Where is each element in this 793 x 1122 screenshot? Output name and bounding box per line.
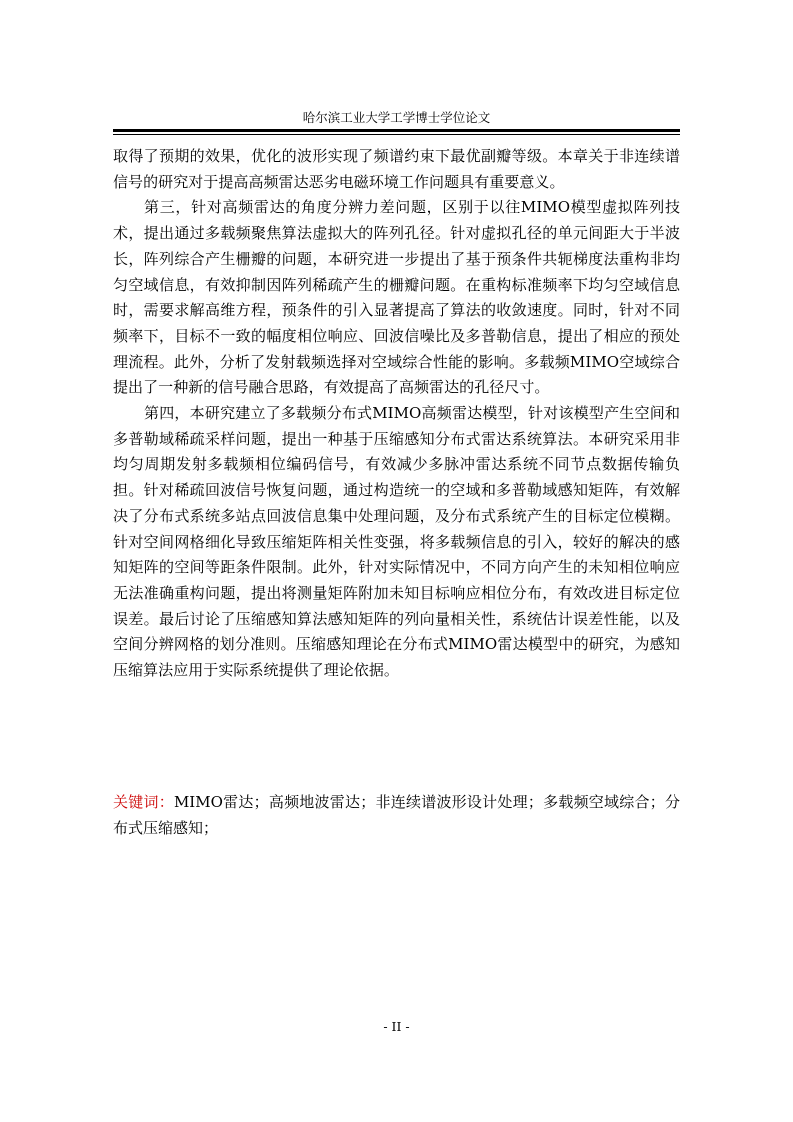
- header-rule-thin: [113, 134, 680, 135]
- keywords-block: [113, 790, 680, 841]
- page-number: - II -: [383, 1019, 410, 1034]
- running-header-title: 哈尔滨工业大学工学博士学位论文: [302, 110, 491, 125]
- body-text: [113, 144, 680, 684]
- paragraph-third-point: 第三，针对高频雷达的角度分辨力差问题，区别于以往MIMO模型虚拟阵列技术，提出通过多载频聚焦算法虚拟大的阵列孔径。针对虚拟孔径的单元间距大于半波长，阵列综合产生栅瓣的问题，本研究进一步提出了基于预条件共轭梯度法重构非均匀空域信息，有效抑制因阵列稀疏产生的栅瓣问题。在重构标准频率下均匀空域信息时，需要求解高维方程，预条件的引入显著提高了算法的收敛速度。同时，针对不同频率下，目标不一致的幅度相位响应、回波信噪比及多普勒信息，提出了相应的预处理流程。此外，分析了发射载频选择对空域综合性能的影响。多载频MIMO空域综合提出了一种新的信号融合思路，有效提高了高频雷达的孔径尺寸。: [113, 198, 680, 397]
- paragraph-continuation: 取得了预期的效果，优化的波形实现了频谱约束下最优副瓣等级。本章关于非连续谱信号的研究对于提高高频雷达恶劣电磁环境工作问题具有重要意义。: [113, 147, 680, 191]
- keywords-text: MIMO雷达；高频地波雷达；非连续谱波形设计处理；多载频空域综合；分布式压缩感知；: [113, 793, 680, 837]
- paragraph-fourth-point: 第四，本研究建立了多载频分布式MIMO高频雷达模型，针对该模型产生空间和多普勒域稀疏采样问题，提出一种基于压缩感知分布式雷达系统算法。本研究采用非均匀周期发射多载频相位编码信号，有效减少多脉冲雷达系统不同节点数据传输负担。针对稀疏回波信号恢复问题，通过构造统一的空域和多普勒域感知矩阵，有效解决了分布式系统多站点回波信息集中处理问题，及分布式系统产生的目标定位模糊。针对空间网格细化导致压缩矩阵相关性变强，将多载频信息的引入，较好的解决的感知矩阵的空间等距条件限制。此外，针对实际情况中，不同方向产生的未知相位响应无法准确重构问题，提出将测量矩阵附加未知目标响应相位分布，有效改进目标定位误差。最后讨论了压缩感知算法感知矩阵的列向量相关性，系统估计误差性能，以及空间分辨网格的划分准则。压缩感知理论在分布式MIMO雷达模型中的研究，为感知压缩算法应用于实际系统提供了理论依据。: [113, 404, 680, 680]
- keywords-label: 关键词：: [113, 793, 174, 811]
- header-rule-thick: [113, 129, 680, 132]
